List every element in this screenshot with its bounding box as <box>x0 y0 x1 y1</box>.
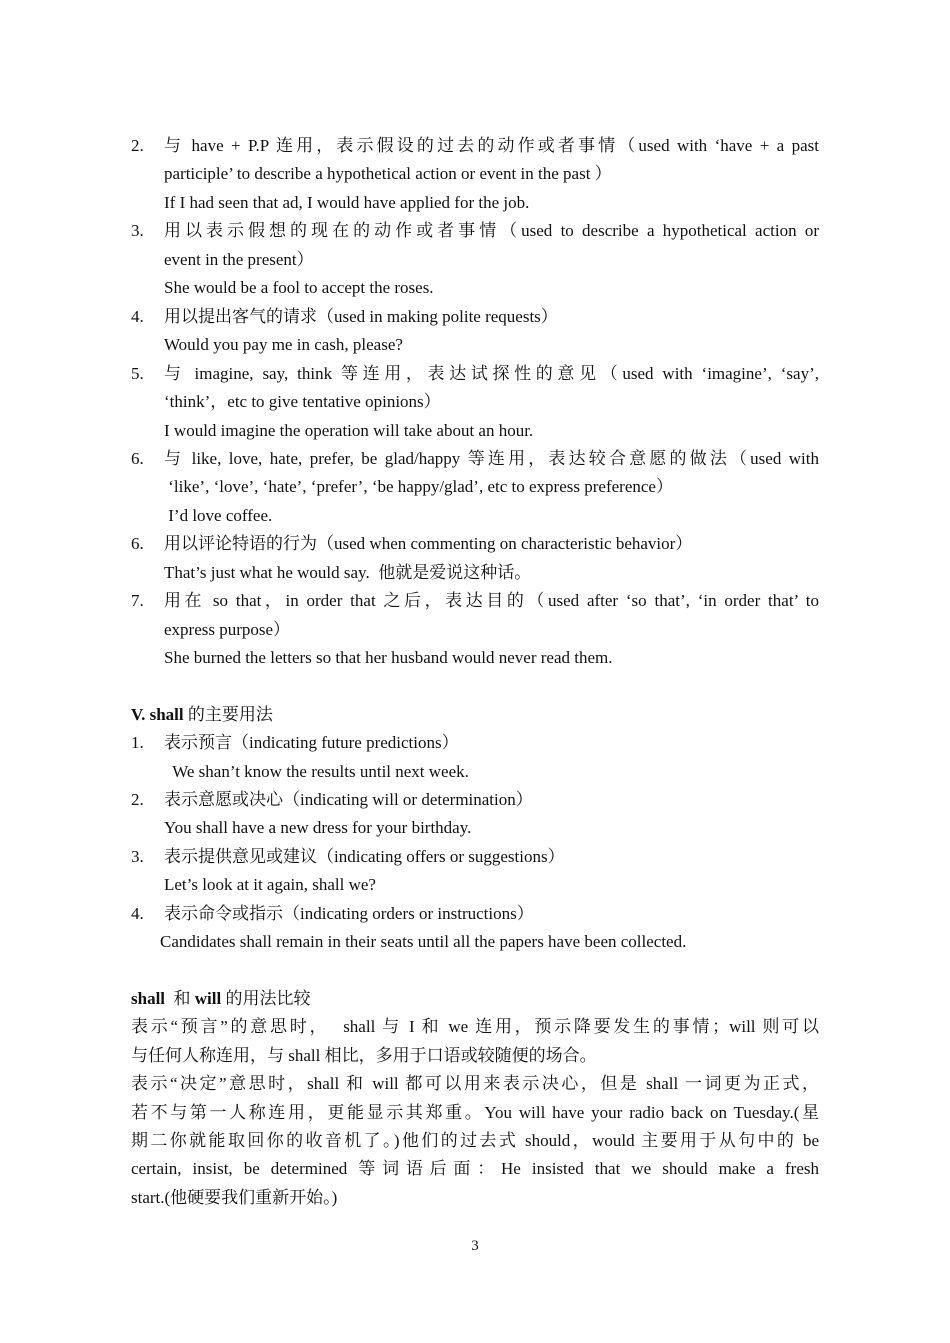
paragraph-line: 若不与第一人称连用，更能显示其郑重。You will have your radio back on Tuesday.(星 <box>131 1103 819 1122</box>
item-text: 表示预言（indicating future predictions） <box>164 733 459 752</box>
example-sentence: That’s just what he would say. 他就是爱说这种话。 <box>164 563 532 582</box>
item-text: ‘think’，etc to give tentative opinions） <box>164 392 441 411</box>
item-text: 与 have + P.P 连用，表示假设的过去的动作或者事情（used with ‘have + a past <box>164 136 819 155</box>
item-text: 与 like, love, hate, prefer, be glad/happy 等连用，表达较合意愿的做法（used with <box>164 449 819 468</box>
item-number: 2. <box>131 136 144 155</box>
item-number: 4. <box>131 904 144 923</box>
example-sentence: If I had seen that ad, I would have applied for the job. <box>164 193 530 212</box>
item-number: 5. <box>131 364 144 383</box>
item-text: express purpose） <box>164 620 291 639</box>
item-text: participle’ to describe a hypothetical action or event in the past ） <box>164 164 612 183</box>
paragraph-line: 期二你就能取回你的收音机了。)他们的过去式 should，would 主要用于从句中的 be <box>131 1131 819 1150</box>
item-text: ‘like’, ‘love’, ‘hate’, ‘prefer’, ‘be happy/glad’, etc to express preference） <box>164 477 673 496</box>
example-sentence: She would be a fool to accept the roses. <box>164 278 434 297</box>
example-sentence: I would imagine the operation will take about an hour. <box>164 421 534 440</box>
item-text: event in the present） <box>164 250 314 269</box>
item-text: 用以表示假想的现在的动作或者事情（used to describe a hypothetical action or <box>164 221 819 240</box>
example-sentence: Candidates shall remain in their seats until all the papers have been collected. <box>160 932 687 951</box>
example-sentence: You shall have a new dress for your birthday. <box>164 818 472 837</box>
comparison-heading <box>131 985 310 1013</box>
paragraph-line: certain, insist, be determined 等词语后面：He insisted that we should make a fresh <box>131 1159 819 1178</box>
heading-shall: shall <box>131 989 166 1008</box>
item-number: 1. <box>131 733 144 752</box>
section-heading-bold: V. shall <box>131 705 184 724</box>
section-heading-text: 的主要用法 <box>183 705 273 724</box>
paragraph-line: 与任何人称连用，与 shall 相比，多用于口语或较随便的场合。 <box>131 1046 597 1065</box>
item-text: 表示命令或指示（indicating orders or instructions） <box>164 904 534 923</box>
example-sentence: I’d love coffee. <box>164 506 273 525</box>
item-number: 6. <box>131 449 144 468</box>
paragraph-line: 表示“预言”的意思时， shall 与 I 和 we 连用，预示降要发生的事情；will 则可以 <box>131 1017 819 1036</box>
example-sentence: Let’s look at it again, shall we? <box>164 875 376 894</box>
example-sentence: Would you pay me in cash, please? <box>164 335 403 354</box>
item-number: 7. <box>131 591 144 610</box>
item-number: 4. <box>131 307 144 326</box>
heading-rest: 的用法比较 <box>221 989 311 1008</box>
item-text: 用以评论特语的行为（used when commenting on characteristic behavior） <box>164 534 693 553</box>
page-number: 3 <box>471 1238 479 1254</box>
example-sentence: She burned the letters so that her husband would never read them. <box>164 648 613 667</box>
example-sentence: We shan’t know the results until next week. <box>164 762 469 781</box>
item-number: 6. <box>131 534 144 553</box>
paragraph-line: start.(他硬要我们重新开始。) <box>131 1188 338 1207</box>
item-text: 用在 so that，in order that 之后，表达目的（used after ‘so that’, ‘in order that’ to <box>164 591 819 610</box>
item-number: 3. <box>131 221 144 240</box>
heading-will: will <box>194 989 222 1008</box>
item-text: 表示提供意见或建议（indicating offers or suggestions） <box>164 847 565 866</box>
heading-and: 和 <box>165 989 195 1008</box>
item-text: 表示意愿或决心（indicating will or determination） <box>164 790 533 809</box>
section-heading <box>131 701 273 729</box>
item-text: 与 imagine, say, think 等连用，表达试探性的意见（used with ‘imagine’, ‘say’, <box>164 364 819 383</box>
paragraph-line: 表示“决定”意思时，shall 和 will 都可以用来表示决心，但是 shall 一词更为正式， <box>131 1074 819 1093</box>
item-number: 3. <box>131 847 144 866</box>
item-number: 2. <box>131 790 144 809</box>
item-text: 用以提出客气的请求（used in making polite requests） <box>164 307 558 326</box>
